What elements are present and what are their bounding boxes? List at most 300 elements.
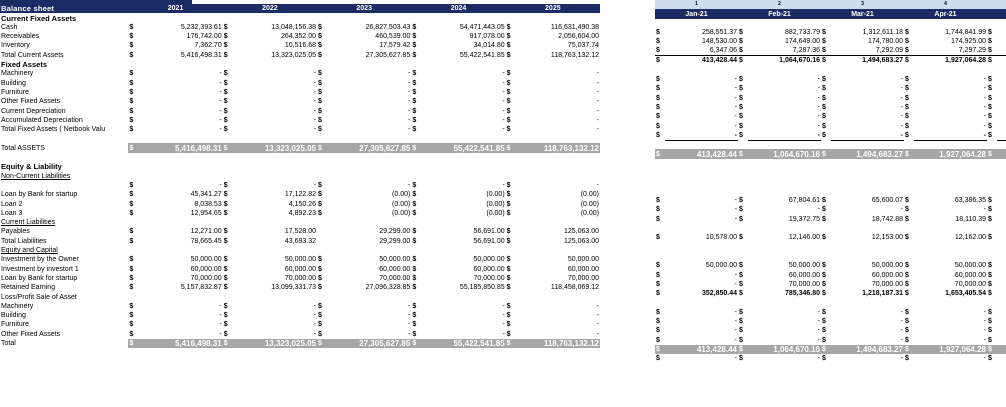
- cell-loan2-feb21[interactable]: -: [817, 206, 820, 214]
- cell-payables-next[interactable]: [997, 233, 1006, 242]
- cell-total-fixed-assets-2023[interactable]: -: [408, 126, 411, 134]
- cell-ofa-mar21[interactable]: -: [900, 103, 903, 111]
- cell-inventory-feb21[interactable]: 7,287.36: [792, 47, 820, 55]
- cell-bldg-loss-apr21[interactable]: -: [983, 318, 986, 325]
- cell-furniture-apr21[interactable]: -: [983, 94, 986, 102]
- cell-furn-loss-mar21[interactable]: -: [900, 327, 903, 335]
- cell-machinery-jan21[interactable]: -: [734, 76, 737, 84]
- cell-total-fixed-jan21[interactable]: -: [665, 131, 738, 141]
- cell-total-fixed-apr21[interactable]: -: [914, 131, 987, 141]
- cell-loan2-2022[interactable]: 4,150.26: [288, 200, 317, 208]
- cell-trailing-next[interactable]: [997, 354, 1006, 363]
- cell-retained-jan21[interactable]: 352,850.44: [701, 290, 737, 298]
- cell-ofa-loss-jan21[interactable]: -: [734, 336, 737, 344]
- cell-retained-2023[interactable]: 27,096,328.85: [365, 284, 411, 292]
- cell-furniture-2024[interactable]: -: [502, 88, 505, 96]
- cell-inv-owner-next[interactable]: [997, 261, 1006, 270]
- cell-total-current-assets-mar21[interactable]: 1,494,683.27: [831, 56, 904, 66]
- cell-inv-owner-2021[interactable]: 50,000.00: [190, 256, 222, 264]
- cell-grand-total-mar21[interactable]: 1,494,683.27: [856, 344, 903, 354]
- cell-inventory-2023[interactable]: 17,579.42: [379, 42, 411, 50]
- cell-inv-1-apr21[interactable]: 60,000.00: [954, 271, 986, 279]
- cell-cash-2021[interactable]: 5,232,393.61: [180, 23, 222, 31]
- cell-inv-owner-2024[interactable]: 50,000.00: [473, 256, 505, 264]
- cell-loan3-apr21[interactable]: 18,110.39: [955, 215, 986, 223]
- cell-inventory-2021[interactable]: 7,362.70: [194, 42, 222, 50]
- cell-retained-2024[interactable]: 55,185,850.85: [459, 284, 505, 292]
- cell-inv-owner-jan21[interactable]: 50,000.00: [705, 262, 737, 270]
- cell-furniture-next[interactable]: [997, 93, 1006, 102]
- cell-furniture-2022[interactable]: -: [313, 88, 317, 96]
- cell-current-depreciation-2025[interactable]: -: [596, 107, 599, 115]
- cell-building-2021[interactable]: -: [219, 79, 222, 87]
- cell-accdep-jan21[interactable]: -: [734, 122, 737, 130]
- row-label-furniture-loss: Furniture: [1, 321, 30, 329]
- cell-curdep-feb21[interactable]: -: [817, 113, 820, 121]
- cell-total-assets-2024[interactable]: 55,422,541.85: [453, 143, 505, 153]
- cell-total-assets-next[interactable]: [997, 149, 1006, 158]
- cell-receivables-feb21[interactable]: 174,649.00: [784, 38, 820, 46]
- cell-loan2-2021[interactable]: 8,038.53: [194, 200, 222, 208]
- cell-mach-loss-feb21[interactable]: -: [817, 308, 820, 316]
- cell-loan3-2021[interactable]: 12,954.65: [190, 209, 222, 217]
- column-header-next[interactable]: [987, 9, 1006, 18]
- cell-mach-loss-2023[interactable]: -: [408, 302, 411, 310]
- cell-inv-1-jan21[interactable]: -: [734, 271, 737, 279]
- cell-total-fixed-assets-2022[interactable]: -: [313, 126, 317, 134]
- cell-other-fixed-assets-2021[interactable]: -: [219, 98, 222, 106]
- currency-symbol: $: [223, 51, 228, 59]
- cell-building-next[interactable]: [997, 84, 1006, 93]
- cell-loan-eq-2021[interactable]: 70,000.00: [190, 274, 222, 282]
- currency-symbol: $: [988, 215, 992, 223]
- cell-loan-eq-feb21[interactable]: 70,000.00: [788, 280, 820, 288]
- cell-total-assets-apr21[interactable]: 1,927,064.28: [939, 149, 986, 159]
- column-header-jan-21[interactable]: Jan-21: [685, 10, 708, 18]
- cell-grand-total-2022[interactable]: 13,323,025.05: [264, 338, 317, 348]
- cell-grand-total-next[interactable]: [997, 345, 1006, 354]
- cell-loan-bank-mar21[interactable]: 65,600.07: [871, 197, 903, 205]
- cell-loan2-next[interactable]: [997, 205, 1006, 214]
- cell-inv-1-mar21[interactable]: 60,000.00: [871, 271, 903, 279]
- cell-ofa-loss-2025[interactable]: -: [596, 330, 599, 338]
- cell-other-fixed-assets-2025[interactable]: -: [596, 98, 599, 106]
- cell-receivables-mar21[interactable]: 174,780.00: [867, 38, 903, 46]
- cell-retained-2021[interactable]: 5,157,832.87: [180, 284, 222, 292]
- spacer-row: [655, 298, 1006, 307]
- currency-symbol: $: [739, 271, 743, 279]
- cell-loan3-2022[interactable]: 4,892.23: [288, 209, 317, 217]
- cell-bldg-loss-2021[interactable]: -: [219, 312, 222, 320]
- cell-total-fixed-assets-2024[interactable]: -: [502, 126, 505, 134]
- cell-blank-2023[interactable]: -: [408, 181, 411, 189]
- cell-bldg-loss-2025[interactable]: -: [596, 312, 599, 320]
- cell-total-current-assets-jan21[interactable]: 413,428.44: [665, 56, 738, 66]
- cell-grand-total-2025[interactable]: 118,763,132.12: [543, 338, 599, 348]
- spacer-row: [655, 187, 1006, 196]
- cell-inv-1-feb21[interactable]: 60,000.00: [788, 271, 820, 279]
- cell-total-fixed-assets-2021[interactable]: -: [219, 126, 222, 134]
- cell-inv-owner-2025[interactable]: 50,000.00: [567, 256, 599, 264]
- cell-grand-total-2023[interactable]: 27,305,627.85: [359, 338, 411, 348]
- cell-ofa-loss-feb21[interactable]: -: [817, 336, 820, 344]
- cell-loan-bank-2024[interactable]: (0.00): [486, 191, 505, 199]
- cell-ofa-loss-next[interactable]: [997, 335, 1006, 344]
- cell-loan3-next[interactable]: [997, 214, 1006, 223]
- cell-inv-owner-apr21[interactable]: 50,000.00: [954, 262, 986, 270]
- cell-loan3-2025[interactable]: (0.00): [580, 209, 599, 217]
- cell-accumulated-depreciation-2023[interactable]: -: [408, 116, 411, 124]
- cell-loan-bank-feb21[interactable]: 67,804.61: [788, 197, 820, 205]
- cell-inv-1-2024[interactable]: 60,000.00: [473, 265, 505, 273]
- cell-payables-2024[interactable]: 56,691.00: [473, 228, 505, 236]
- table-row-sub-header: [0, 218, 600, 227]
- cell-ofa-apr21[interactable]: -: [983, 103, 986, 111]
- cell-ofa-loss-2021[interactable]: -: [219, 330, 222, 338]
- cell-machinery-2022[interactable]: -: [313, 70, 317, 78]
- cell-receivables-2021[interactable]: 176,742.00: [186, 33, 222, 41]
- cell-retained-2022[interactable]: 13,099,331.73: [271, 284, 317, 292]
- cell-payables-2025[interactable]: 125,063.00: [563, 228, 599, 236]
- column-header-2025[interactable]: 2025: [545, 5, 561, 13]
- cell-mach-loss-2024[interactable]: -: [502, 302, 505, 310]
- cell-curdep-jan21[interactable]: -: [734, 113, 737, 121]
- currency-symbol: $: [656, 29, 660, 37]
- cell-loan2-2025[interactable]: (0.00): [580, 200, 599, 208]
- cell-total-assets-2022[interactable]: 13,323,025.05: [264, 143, 317, 153]
- cell-current-depreciation-2024[interactable]: -: [502, 107, 505, 115]
- cell-furniture-2025[interactable]: -: [596, 88, 599, 96]
- cell-ofa-loss-mar21[interactable]: -: [900, 336, 903, 344]
- cell-inv-owner-2022[interactable]: 50,000.00: [284, 256, 317, 264]
- cell-accdep-feb21[interactable]: -: [817, 122, 820, 130]
- cell-loan3-jan21[interactable]: -: [734, 215, 737, 223]
- cell-inv-owner-mar21[interactable]: 50,000.00: [871, 262, 903, 270]
- currency-symbol: $: [129, 209, 134, 217]
- cell-grand-total-2024[interactable]: 55,422,541.85: [453, 338, 505, 348]
- cell-inv-owner-2023[interactable]: 50,000.00: [379, 256, 411, 264]
- currency-symbol: $: [656, 355, 660, 363]
- cell-inv-1-2022[interactable]: 60,000.00: [284, 265, 317, 273]
- cell-furn-loss-feb21[interactable]: -: [817, 327, 820, 335]
- currency-symbol: $: [739, 327, 743, 335]
- cell-bldg-loss-mar21[interactable]: -: [900, 318, 903, 325]
- currency-symbol: $: [129, 321, 134, 329]
- cell-total-current-assets-apr21[interactable]: 1,927,064.28: [914, 56, 987, 66]
- cell-total-liabilities-2025[interactable]: 125,063.00: [563, 237, 599, 245]
- cell-loan-eq-2022[interactable]: 70,000.00: [284, 274, 317, 282]
- cell-inventory-apr21[interactable]: 7,297.29: [958, 47, 986, 55]
- cell-cash-jan21[interactable]: 258,551.37: [701, 29, 737, 37]
- cell-furn-loss-jan21[interactable]: -: [734, 327, 737, 335]
- cell-total-assets-2023[interactable]: 27,305,627.85: [359, 143, 411, 153]
- cell-receivables-next[interactable]: [997, 37, 1006, 46]
- cell-loan-eq-2025[interactable]: 70,000.00: [567, 274, 599, 282]
- cell-retained-next[interactable]: [997, 289, 1006, 298]
- cell-inventory-2025[interactable]: 75,037.74: [567, 42, 599, 50]
- cell-accumulated-depreciation-2024[interactable]: -: [502, 116, 505, 124]
- cell-curdep-mar21[interactable]: -: [900, 113, 903, 121]
- cell-building-2024[interactable]: -: [502, 79, 505, 87]
- cell-ofa-jan21[interactable]: -: [734, 103, 737, 111]
- cell-building-2025[interactable]: -: [596, 79, 599, 87]
- cell-other-fixed-assets-2024[interactable]: -: [502, 98, 505, 106]
- cell-total-fixed-mar21[interactable]: -: [831, 131, 904, 141]
- cell-mach-loss-2022[interactable]: -: [313, 302, 317, 310]
- cell-receivables-2023[interactable]: 460,539.00: [375, 33, 411, 41]
- cell-payables-2021[interactable]: 12,271.00: [190, 228, 222, 236]
- cell-building-mar21[interactable]: -: [900, 85, 903, 93]
- cell-payables-jan21[interactable]: 10,578.00: [705, 234, 737, 242]
- cell-accdep-next[interactable]: [997, 121, 1006, 130]
- cell-total-current-assets-2024[interactable]: 55,422,541.85: [459, 51, 505, 59]
- cell-receivables-2025[interactable]: 2,056,604.00: [558, 33, 599, 41]
- cell-inventory-2022[interactable]: 10,516.68: [284, 42, 317, 50]
- column-header-2022[interactable]: 2022: [262, 5, 278, 13]
- cell-retained-apr21[interactable]: 1,653,405.54: [945, 290, 986, 298]
- cell-loan3-mar21[interactable]: 18,742.88: [871, 215, 903, 223]
- cell-bldg-loss-jan21[interactable]: -: [734, 318, 737, 325]
- currency-symbol: $: [987, 56, 997, 66]
- spacer-row: [655, 65, 1006, 74]
- cell-total-assets-2025[interactable]: 118,763,132.12: [543, 143, 599, 153]
- cell-furniture-jan21[interactable]: -: [734, 94, 737, 102]
- cell-blank-2021[interactable]: -: [219, 181, 222, 189]
- cell-current-depreciation-2021[interactable]: -: [219, 107, 222, 115]
- cell-bldg-loss-2024[interactable]: -: [502, 312, 505, 320]
- row-label-inventory: Inventory: [1, 42, 30, 50]
- cell-loan-eq-2023[interactable]: 70,000.00: [379, 274, 411, 282]
- currency-symbol: $: [129, 312, 134, 320]
- cell-grand-total-2021[interactable]: 5,416,498.31: [175, 338, 222, 348]
- cell-furn-loss-apr21[interactable]: -: [983, 327, 986, 335]
- cell-building-2022[interactable]: -: [313, 79, 317, 87]
- cell-loan-bank-2025[interactable]: (0.00): [580, 191, 599, 199]
- cell-building-feb21[interactable]: -: [817, 85, 820, 93]
- cell-ofa-feb21[interactable]: -: [817, 103, 820, 111]
- cell-accdep-apr21[interactable]: -: [983, 122, 986, 130]
- cell-total-liabilities-2021[interactable]: 78,665.45: [190, 237, 222, 245]
- cell-mach-loss-2021[interactable]: -: [219, 302, 222, 310]
- cell-cash-2023[interactable]: 26,827,503.43: [365, 23, 411, 31]
- cell-cash-mar21[interactable]: 1,312,611.18: [862, 29, 903, 37]
- cell-mach-loss-next[interactable]: [997, 307, 1006, 316]
- cell-mach-loss-apr21[interactable]: -: [983, 308, 986, 316]
- cell-inv-1-2025[interactable]: 60,000.00: [567, 265, 599, 273]
- cell-loan-bank-next[interactable]: [997, 196, 1006, 205]
- cell-building-2023[interactable]: -: [408, 79, 411, 87]
- cell-retained-mar21[interactable]: 1,218,187.31: [862, 290, 903, 298]
- cell-inventory-2024[interactable]: 34,014.80: [473, 42, 505, 50]
- cell-bldg-loss-2023[interactable]: -: [408, 312, 411, 320]
- cell-ofa-loss-apr21[interactable]: -: [983, 336, 986, 344]
- cell-accumulated-depreciation-2022[interactable]: -: [313, 116, 317, 124]
- cell-bldg-loss-feb21[interactable]: -: [817, 318, 820, 325]
- cell-loan3-2023[interactable]: (0.00): [392, 209, 411, 217]
- cell-ofa-next[interactable]: [997, 103, 1006, 112]
- cell-total-fixed-feb21[interactable]: -: [748, 131, 821, 141]
- column-header-apr-21[interactable]: Apr-21: [934, 10, 957, 18]
- cell-current-depreciation-2022[interactable]: -: [313, 107, 317, 115]
- column-header-feb-21[interactable]: Feb-21: [768, 10, 791, 18]
- cell-accumulated-depreciation-2025[interactable]: -: [596, 116, 599, 124]
- cell-loan-eq-mar21[interactable]: 70,000.00: [871, 280, 903, 288]
- cell-total-assets-jan21[interactable]: 413,428.44: [696, 149, 737, 159]
- cell-total-current-assets-feb21[interactable]: 1,064,670.16: [748, 56, 821, 66]
- cell-cash-next[interactable]: [997, 28, 1006, 37]
- cell-total-current-assets-2021[interactable]: 5,416,498.31: [180, 51, 222, 59]
- cell-total-current-assets-2025[interactable]: 118,763,132.12: [550, 51, 599, 59]
- cell-retained-feb21[interactable]: 785,346.80: [784, 290, 820, 298]
- cell-inv-1-2023[interactable]: 60,000.00: [379, 265, 411, 273]
- cell-payables-2022[interactable]: 17,528.00: [284, 228, 317, 236]
- cell-inv-1-next[interactable]: [997, 270, 1006, 279]
- cell-trailing-jan21[interactable]: -: [734, 355, 737, 363]
- cell-bldg-loss-2022[interactable]: -: [313, 312, 317, 320]
- cell-building-apr21[interactable]: -: [983, 85, 986, 93]
- monthly-column-number-row: [655, 0, 1006, 9]
- cell-payables-apr21[interactable]: 12,162.00: [954, 234, 986, 242]
- cell-mach-loss-mar21[interactable]: -: [900, 308, 903, 316]
- cell-inv-1-2021[interactable]: 60,000.00: [190, 265, 222, 273]
- cell-furniture-2023[interactable]: -: [408, 88, 411, 96]
- cell-total-liabilities-2022[interactable]: 43,693.32: [284, 237, 317, 245]
- cell-total-current-assets-2022[interactable]: 13,323,025.05: [271, 51, 317, 59]
- cell-blank-2022[interactable]: -: [313, 181, 317, 189]
- row-label-accumulated-depreciation: Accumulated Depreciation: [1, 116, 83, 124]
- column-header-2021[interactable]: 2021: [167, 5, 184, 13]
- cell-total-current-assets-2023[interactable]: 27,305,627.85: [365, 51, 411, 59]
- cell-total-assets-mar21[interactable]: 1,494,683.27: [856, 149, 903, 159]
- cell-inventory-jan21[interactable]: 6,347.06: [709, 47, 737, 55]
- cell-grand-total-apr21[interactable]: 1,927,064.28: [939, 344, 986, 354]
- cell-total-liabilities-2023[interactable]: 29,299.00: [379, 237, 411, 245]
- cell-furn-loss-2025[interactable]: -: [596, 321, 599, 329]
- cell-mach-loss-2025[interactable]: -: [596, 302, 599, 310]
- cell-ofa-loss-2022[interactable]: -: [313, 330, 317, 338]
- cell-grand-total-jan21[interactable]: 413,428.44: [696, 344, 737, 354]
- cell-trailing-feb21[interactable]: -: [817, 355, 820, 363]
- cell-loan2-2023[interactable]: (0.00): [392, 200, 411, 208]
- currency-symbol: $: [739, 290, 743, 298]
- cell-furniture-feb21[interactable]: -: [817, 94, 820, 102]
- cell-retained-2025[interactable]: 118,458,069.12: [550, 284, 599, 292]
- currency-symbol: $: [905, 206, 909, 214]
- currency-symbol: $: [129, 330, 134, 338]
- cell-accdep-mar21[interactable]: -: [900, 122, 903, 130]
- cell-cash-feb21[interactable]: 882,733.79: [784, 29, 820, 37]
- cell-loan-eq-apr21[interactable]: 70,000.00: [954, 280, 986, 288]
- cell-loan-eq-jan21[interactable]: -: [734, 280, 737, 288]
- column-header-2024[interactable]: 2024: [450, 5, 467, 13]
- cell-receivables-apr21[interactable]: 174,925.00: [950, 38, 986, 46]
- column-header-mar-21[interactable]: Mar-21: [851, 10, 874, 18]
- cell-cash-2024[interactable]: 54,471,443.05: [459, 23, 505, 31]
- cell-furniture-2021[interactable]: -: [219, 88, 222, 96]
- cell-furn-loss-2021[interactable]: -: [219, 321, 222, 329]
- cell-current-depreciation-2023[interactable]: -: [408, 107, 411, 115]
- cell-ofa-loss-2024[interactable]: -: [502, 330, 505, 338]
- table-row: [0, 97, 600, 106]
- cell-receivables-2024[interactable]: 917,078.00: [469, 33, 505, 41]
- cell-machinery-2023[interactable]: -: [408, 70, 411, 78]
- cell-blank-2025[interactable]: -: [596, 181, 599, 189]
- cell-blank-2024[interactable]: -: [502, 181, 505, 189]
- cell-furn-loss-2022[interactable]: -: [313, 321, 317, 329]
- cell-total-assets-2021[interactable]: 5,416,498.31: [175, 143, 222, 153]
- cell-machinery-2024[interactable]: -: [502, 70, 505, 78]
- cell-total-fixed-next[interactable]: [997, 131, 1006, 141]
- cell-payables-mar21[interactable]: 12,153.00: [871, 234, 903, 242]
- cell-total-current-assets-next[interactable]: [997, 56, 1006, 66]
- cell-furniture-mar21[interactable]: -: [900, 94, 903, 102]
- cell-loan-eq-2024[interactable]: 70,000.00: [473, 274, 505, 282]
- cell-building-jan21[interactable]: -: [734, 85, 737, 93]
- cell-grand-total-feb21[interactable]: 1,064,670.16: [773, 344, 820, 354]
- cell-loan3-feb21[interactable]: 19,372.75: [788, 215, 820, 223]
- cell-machinery-2021[interactable]: -: [219, 70, 222, 78]
- cell-furn-loss-next[interactable]: [997, 326, 1006, 335]
- cell-other-fixed-assets-2022[interactable]: -: [313, 98, 317, 106]
- cell-receivables-jan21[interactable]: 148,530.00: [701, 38, 737, 46]
- spacer-row: [655, 252, 1006, 261]
- cell-loan-bank-apr21[interactable]: 63,386.35: [954, 197, 986, 205]
- cell-cash-2025[interactable]: 116,631,490.38: [550, 23, 599, 31]
- cell-loan-bank-2023[interactable]: (0.00): [392, 191, 411, 199]
- cell-curdep-apr21[interactable]: -: [983, 113, 986, 121]
- cell-loan-eq-next[interactable]: [997, 280, 1006, 289]
- cell-trailing-apr21[interactable]: -: [983, 355, 986, 363]
- cell-loan-bank-2021[interactable]: 45,341.27: [190, 191, 222, 199]
- column-header-2023[interactable]: 2023: [356, 5, 372, 13]
- cell-inv-owner-feb21[interactable]: 50,000.00: [788, 262, 820, 270]
- cell-inventory-mar21[interactable]: 7,292.09: [875, 47, 903, 55]
- cell-inventory-next[interactable]: [997, 46, 1006, 56]
- cell-machinery-mar21[interactable]: -: [900, 76, 903, 84]
- cell-total-liabilities-2024[interactable]: 56,691.00: [473, 237, 505, 245]
- cell-cash-apr21[interactable]: 1,744,841.99: [945, 29, 986, 37]
- currency-symbol: $: [506, 116, 511, 124]
- cell-bldg-loss-next[interactable]: [997, 317, 1006, 326]
- currency-symbol: $: [506, 144, 511, 152]
- cell-mach-loss-jan21[interactable]: -: [734, 308, 737, 316]
- cell-loan2-jan21[interactable]: -: [734, 206, 737, 214]
- cell-machinery-feb21[interactable]: -: [817, 76, 820, 84]
- cell-loan2-apr21[interactable]: -: [983, 206, 986, 214]
- cell-total-assets-feb21[interactable]: 1,064,670.16: [773, 149, 820, 159]
- cell-loan3-2024[interactable]: (0.00): [486, 209, 505, 217]
- cell-cash-2022[interactable]: 13,048,156.38: [271, 23, 317, 31]
- cell-loan-bank-jan21[interactable]: -: [734, 197, 737, 205]
- cell-total-fixed-assets-2025[interactable]: -: [596, 126, 599, 134]
- cell-payables-2023[interactable]: 29,299.00: [379, 228, 411, 236]
- cell-loan-bank-2022[interactable]: 17,122.82: [284, 191, 317, 199]
- cell-machinery-next[interactable]: [997, 75, 1006, 84]
- cell-accumulated-depreciation-2021[interactable]: -: [219, 116, 222, 124]
- cell-loan2-2024[interactable]: (0.00): [486, 200, 505, 208]
- cell-ofa-loss-2023[interactable]: -: [408, 330, 411, 338]
- cell-curdep-next[interactable]: [997, 112, 1006, 121]
- cell-loan2-mar21[interactable]: -: [900, 206, 903, 214]
- cell-furn-loss-2023[interactable]: -: [408, 321, 411, 329]
- cell-payables-feb21[interactable]: 12,146.00: [788, 234, 820, 242]
- cell-other-fixed-assets-2023[interactable]: -: [408, 98, 411, 106]
- cell-receivables-2022[interactable]: 264,352.00: [280, 33, 317, 41]
- cell-furn-loss-2024[interactable]: -: [502, 321, 505, 329]
- cell-machinery-2025[interactable]: -: [596, 70, 599, 78]
- cell-machinery-apr21[interactable]: -: [983, 76, 986, 84]
- cell-trailing-mar21[interactable]: -: [900, 355, 903, 363]
